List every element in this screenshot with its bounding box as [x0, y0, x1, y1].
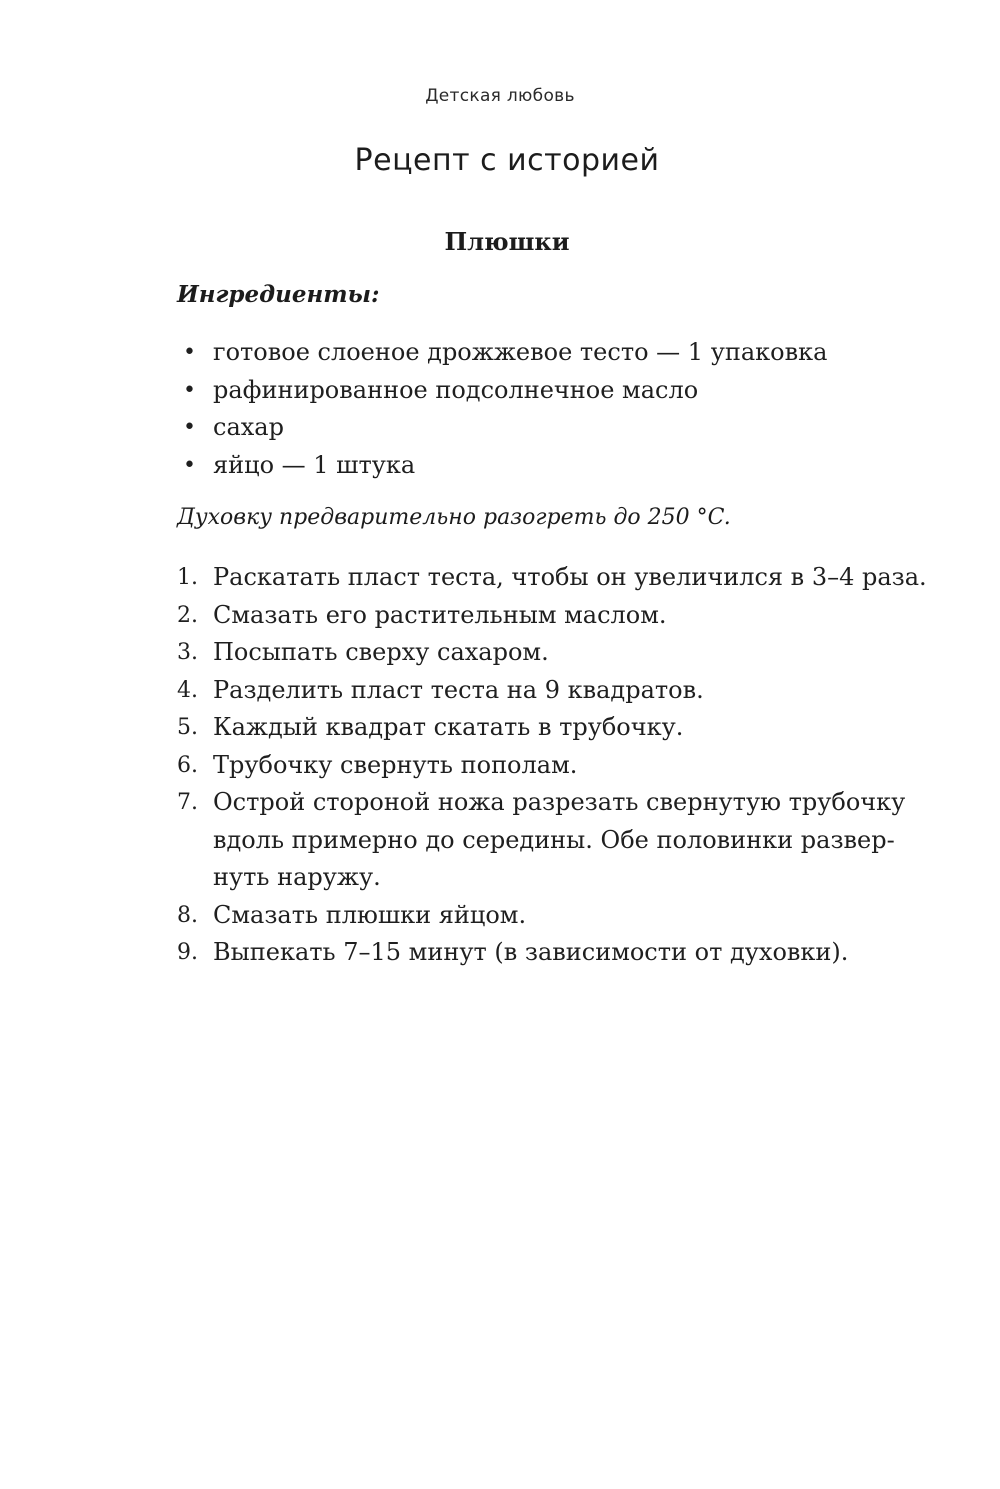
step-item: [177, 559, 927, 597]
step-text: Выпекать 7–15 минут (в зависимости от духовки).: [213, 938, 849, 966]
step-number: 7.: [177, 790, 198, 815]
step-number: 1.: [177, 565, 198, 590]
step-text: Трубочку свернуть пополам.: [213, 750, 578, 779]
step-item: [177, 672, 877, 710]
steps-list: [177, 559, 927, 972]
step-number: 8.: [177, 902, 198, 928]
step-text: Раскатать пласт теста, чтобы он увеличился в 3–4 раза.: [213, 563, 927, 591]
recipe-title: Плюшки: [444, 227, 570, 256]
bullet-icon: •: [183, 452, 196, 478]
bullet-icon: •: [183, 377, 196, 403]
step-text-line: Острой стороной ножа разрезать свернутую трубочку: [213, 788, 906, 816]
step-number: 9.: [177, 940, 198, 965]
step-text: Разделить пласт теста на 9 квадратов.: [213, 675, 704, 704]
step-text: Смазать плюшки яйцом.: [213, 900, 527, 929]
step-text-line: вдоль примерно до середины. Обе половинки развер-: [213, 825, 895, 854]
step-text: Каждый квадрат скатать в трубочку.: [213, 713, 684, 741]
step-item: [177, 597, 877, 635]
step-number: 6.: [177, 752, 198, 778]
step-text-line: нуть наружу.: [213, 863, 381, 891]
ingredients-heading: Ингредиенты:: [177, 281, 380, 308]
ingredient-item: [177, 409, 897, 447]
ingredient-item: [177, 372, 897, 410]
ingredient-text: сахар: [213, 413, 284, 441]
step-number: 3.: [177, 640, 198, 665]
oven-note: Духовку предварительно разогреть до 250 °C.: [177, 505, 731, 530]
step-item: [177, 784, 906, 897]
running-head: Детская любовь: [425, 86, 575, 106]
ingredient-text: готовое слоеное дрожжевое тесто — 1 упаковка: [213, 338, 828, 366]
ingredient-text: яйцо — 1 штука: [213, 450, 416, 479]
ingredient-text: рафинированное подсолнечное масло: [213, 375, 699, 404]
ingredients-list: [177, 334, 897, 484]
step-text: Посыпать сверху сахаром.: [213, 638, 549, 666]
ingredient-item: [177, 334, 897, 372]
step-number: 4.: [177, 677, 198, 703]
step-number: 2.: [177, 602, 198, 628]
step-item: [177, 897, 877, 935]
ingredient-item: [177, 447, 897, 485]
step-number: 5.: [177, 715, 198, 740]
step-item: [177, 709, 877, 747]
step-item: [177, 747, 877, 785]
bullet-icon: •: [183, 415, 196, 440]
step-text: Смазать его растительным маслом.: [213, 600, 667, 629]
step-item: [177, 934, 877, 972]
section-title: Рецепт с историей: [354, 143, 660, 178]
bullet-icon: •: [183, 340, 196, 365]
step-item: [177, 634, 877, 672]
